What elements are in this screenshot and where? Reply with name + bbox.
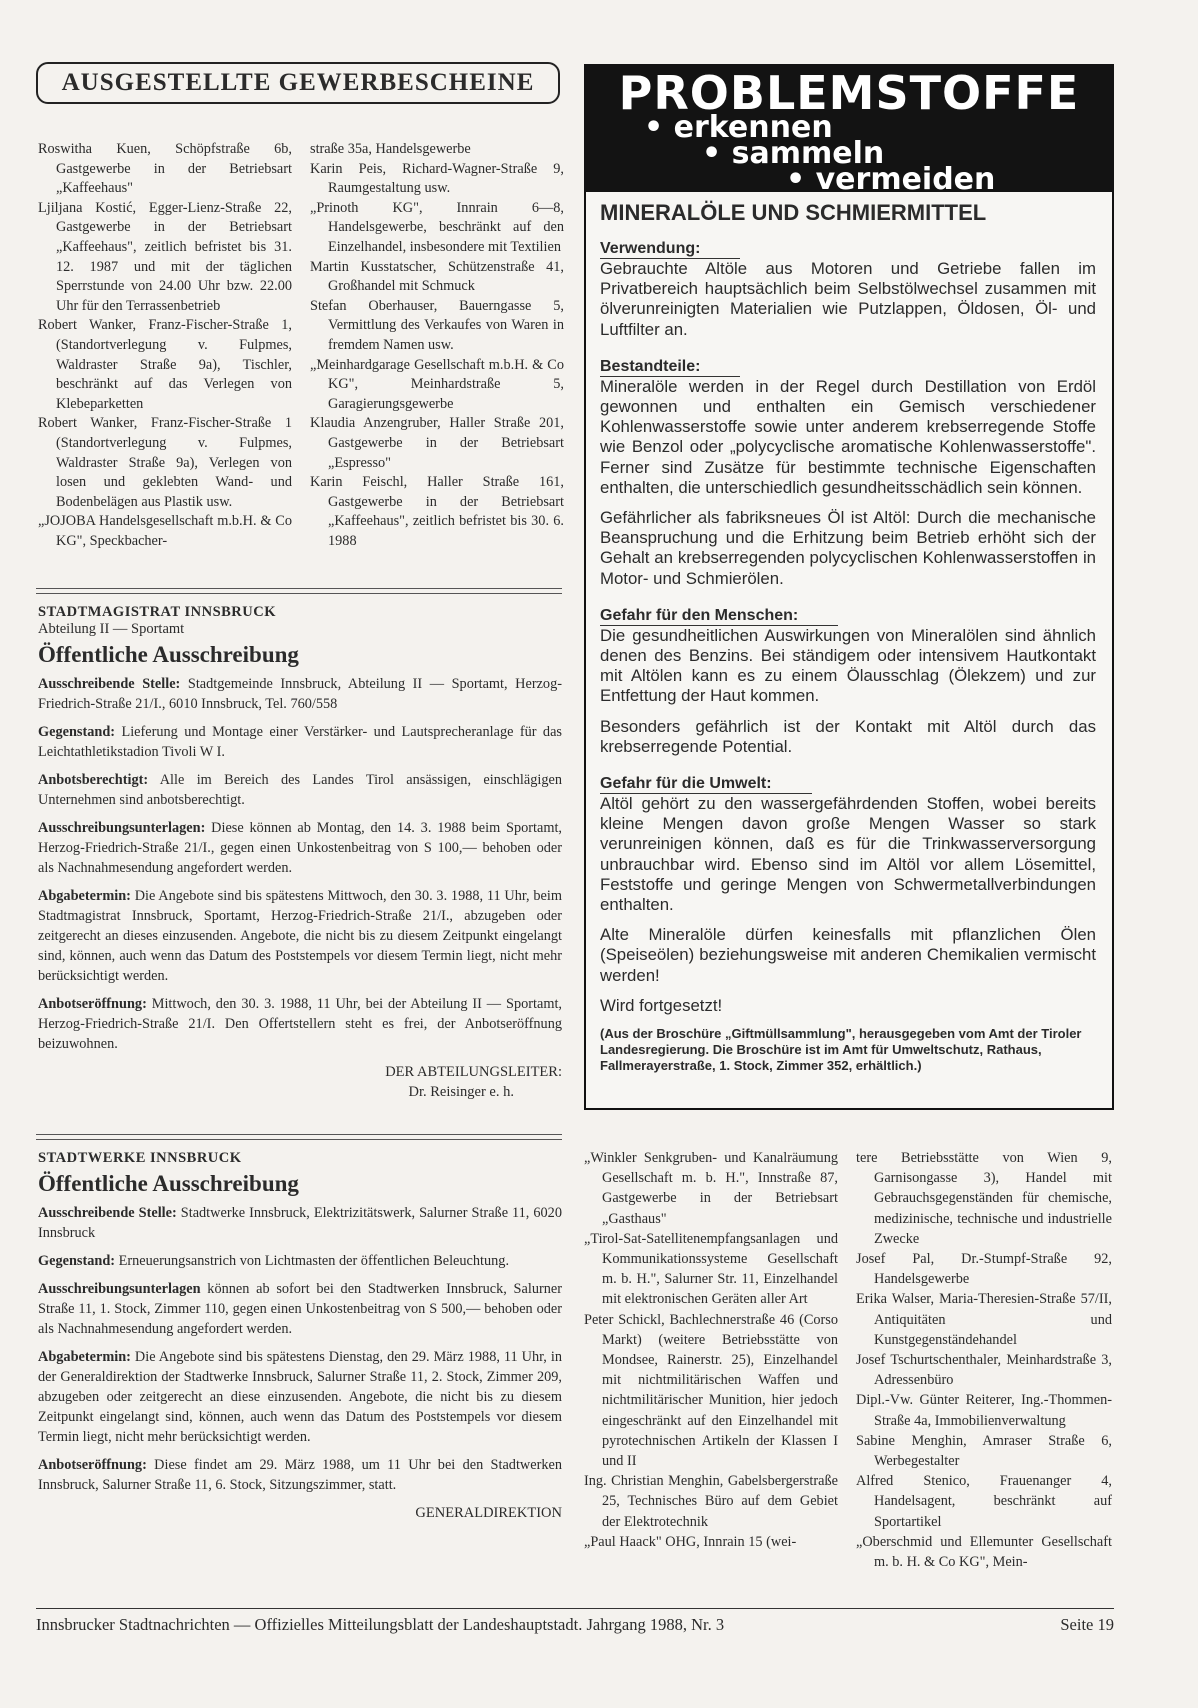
signature-title: DER ABTEILUNGSLEITER: xyxy=(385,1064,562,1080)
list-item: Josef Pal, Dr.-Stumpf-Straße 92, Handelsgewerbe xyxy=(856,1251,1112,1288)
para-label: Gegenstand: xyxy=(38,724,116,740)
list-item: Robert Wanker, Franz-Fischer-Straße 1 (Standortverlegung v. Fulpmes, Waldraster Straße 9a), Verlegen von losen und geklebten Wand- und Bodenbelägen aus Plastik usw. xyxy=(38,415,292,510)
paragraph xyxy=(38,1251,562,1271)
list-item: Karin Peis, Richard-Wagner-Straße 9, Raumgestaltung usw. xyxy=(310,160,564,197)
gewerbe-column-4 xyxy=(856,1148,1112,1572)
paragraph: Alte Mineralöle dürfen keinesfalls mit pflanzlichen Ölen (Speiseölen) beziehungsweise mit anderen Chemikalien vermischt werden! xyxy=(600,925,1096,985)
paragraph xyxy=(38,674,562,714)
page-footer xyxy=(36,1608,1114,1635)
department-title: STADTMAGISTRAT INNSBRUCK xyxy=(38,604,277,620)
stadtmagistrat-section xyxy=(38,604,562,1102)
para-text: Stadtgemeinde Innsbruck, Abteilung II — Sportamt, Herzog-Friedrich-Straße 21/I., 6010 Innsbruck, Tel. 760/558 xyxy=(38,676,562,712)
list-item: „Meinhardgarage Gesellschaft m.b.H. & Co KG", Meinhardstraße 5, Garagierungsgewerbe xyxy=(310,356,564,412)
subtitle: MINERALÖLE UND SCHMIERMITTEL xyxy=(600,200,987,225)
paragraph xyxy=(38,886,562,986)
paragraph xyxy=(38,994,562,1054)
label-gefahr-umwelt: Gefahr für die Umwelt: xyxy=(600,775,812,794)
gewerbe-column-3 xyxy=(584,1148,838,1552)
list-item: Dipl.-Vw. Günter Reiterer, Ing.-Thommen-Straße 4a, Immobilienverwaltung xyxy=(856,1392,1112,1429)
signature-title: GENERALDIREKTION xyxy=(415,1505,562,1521)
paragraph xyxy=(38,770,562,810)
list-item: tere Betriebsstätte von Wien 9, Garnisongasse 3), Handel mit Gebrauchsgegenständen für chemische, medizinische, technische und industrielle Zwecke xyxy=(856,1150,1112,1247)
list-item: Erika Walser, Maria-Theresien-Straße 57/II, Antiquitäten und Kunstgegenständehandel xyxy=(856,1291,1112,1348)
signature-name: Dr. Reisinger e. h. xyxy=(408,1084,514,1100)
list-item: Josef Tschurtschenthaler, Meinhardstraße 3, Adressenbüro xyxy=(856,1352,1112,1389)
list-item: Karin Feischl, Haller Straße 161, Gastgewerbe in der Betriebsart „Kaffeehaus", zeitlich befristet bis 30. 6. 1988 xyxy=(310,474,564,549)
paragraph xyxy=(38,1203,562,1243)
para-label: Ausschreibungsunterlagen: xyxy=(38,820,206,836)
para-text: Alle im Bereich des Landes Tirol ansässigen, einschlägigen Unternehmen sind anbotsberechtigt. xyxy=(38,772,562,808)
gewerbe-column-1 xyxy=(38,140,292,551)
para-text: Diese können ab Montag, den 14. 3. 1988 beim Sportamt, Herzog-Friedrich-Straße 21/I., gegen einen Unkostenbeitrag von S 100,— behoben oder als Nachnahmesendung angefordert werden. xyxy=(38,820,562,876)
paragraph xyxy=(38,1279,562,1339)
list-item: „Paul Haack" OHG, Innrain 15 (wei- xyxy=(584,1533,797,1550)
paragraph xyxy=(38,1347,562,1447)
list-item: Ing. Christian Menghin, Gabelsbergerstraße 25, Technisches Büro auf dem Gebiet der Elektrotechnik xyxy=(584,1473,838,1530)
para-text: Mittwoch, den 30. 3. 1988, 11 Uhr, bei der Abteilung II — Sportamt, Herzog-Friedrich-Straße 21/I. Den Offertstellern steht es frei, der Anbotseröffnung beizuwohnen. xyxy=(38,996,562,1052)
list-item: Ljiljana Kostić, Egger-Lienz-Straße 22, Gastgewerbe in der Betriebsart „Kaffeehaus", zeitlich befristet bis 31. 12. 1987 und mit der täglichen Sperrstunde von 24.00 Uhr bzw. 22.00 Uhr für den Terrassenbetrieb xyxy=(38,199,292,314)
para-text: Diese findet am 29. März 1988, um 11 Uhr bei den Stadtwerken Innsbruck, Salurner Straße 11, 6. Stock, Sitzungszimmer, statt. xyxy=(38,1457,562,1493)
list-item: „Oberschmid und Ellemunter Gesellschaft m. b. H. & Co KG", Mein- xyxy=(856,1533,1112,1571)
divider xyxy=(36,1134,562,1140)
para-label: Anbotseröffnung: xyxy=(38,996,147,1012)
problemstoffe-body xyxy=(600,200,1096,1074)
para-text: Erneuerungsanstrich von Lichtmasten der öffentlichen Beleuchtung. xyxy=(115,1253,510,1269)
gewerbe-column-2 xyxy=(310,140,564,551)
para-text: können ab sofort bei den Stadtwerken Innsbruck, Salurner Straße 11, 1. Stock, Zimmer 110, gegen einen Unkostenbeitrag von S 500,— behoben oder als Nachnahmesendung angefordert werden. xyxy=(38,1281,562,1337)
para-label: Ausschreibungsunterlagen xyxy=(38,1281,201,1297)
para-label: Abgabetermin: xyxy=(38,1349,131,1365)
page-number: Seite 19 xyxy=(1060,1615,1114,1634)
stadtwerke-section xyxy=(38,1150,562,1523)
slogan-vermeiden: • vermeiden xyxy=(786,162,996,197)
list-item: „Prinoth KG", Innrain 6—8, Handelsgewerbe, beschränkt auf den Einzelhandel, insbesondere mit Textilien xyxy=(310,199,564,255)
gewerbescheine-title: AUSGESTELLTE GEWERBESCHEINE xyxy=(36,62,560,104)
para-label: Ausschreibende Stelle: xyxy=(38,676,181,692)
list-item: Alfred Stenico, Frauenanger 4, Handelsagent, beschränkt auf Sportartikel xyxy=(856,1473,1112,1530)
para-label: Ausschreibende Stelle: xyxy=(38,1205,177,1221)
footer-publication: Innsbrucker Stadtnachrichten — Offizielles Mitteilungsblatt der Landeshauptstadt. Jahrgang 1988, Nr. 3 xyxy=(36,1615,725,1634)
department-title: STADTWERKE INNSBRUCK xyxy=(38,1150,242,1166)
paragraph xyxy=(38,722,562,762)
para-label: Anbotsberechtigt: xyxy=(38,772,149,788)
paragraph: Besonders gefährlich ist der Kontakt mit Altöl durch das krebserregende Potential. xyxy=(600,716,1096,756)
paragraph: Mineralöle werden in der Regel durch Destillation von Erdöl gewonnen und enthalten ein Gemisch verschiedener Kohlenwasserstoffe sowie unter anderem krebserregende Stoffe wie Benzol oder „polycyclische aromatische Kohlenwasserstoffe". Ferner sind Zusätze für bestimmte technische Eigenschaften enthalten, die unterschiedlich gesundheitsschädlich sein können. xyxy=(600,376,1096,497)
list-item: Martin Kusstatscher, Schützenstraße 41, Großhandel mit Schmuck xyxy=(310,258,564,295)
problemstoffe-header xyxy=(584,64,1114,197)
slogan-sammeln: • sammeln xyxy=(702,136,885,171)
paragraph: Die gesundheitlichen Auswirkungen von Mineralölen sind ähnlich denen des Benzins. Bei ständigem oder intensivem Hautkontakt mit Altölen kann es zu einem Ölausschlag (Ölekzem) und zur Entfettung der Haut kommen. xyxy=(600,625,1096,706)
label-gefahr-mensch: Gefahr für den Menschen: xyxy=(600,607,838,626)
section-heading: Öffentliche Ausschreibung xyxy=(38,1171,299,1196)
label-bestandteile: Bestandteile: xyxy=(600,358,740,377)
source-note: (Aus der Broschüre „Giftmüllsammlung", herausgegeben vom Amt der Tiroler Landesregierung. Die Broschüre ist im Amt für Umweltschutz, Rathaus, Fallmerayerstraße, 1. Stock, Zimmer 352, erhältlich.) xyxy=(600,1026,1082,1074)
divider xyxy=(36,588,562,594)
list-item: Sabine Menghin, Amraser Straße 6, Werbegestalter xyxy=(856,1432,1112,1470)
list-item: Klaudia Anzengruber, Haller Straße 201, Gastgewerbe in der Betriebsart „Espresso" xyxy=(310,415,564,471)
paragraph: Gefährlicher als fabriksneues Öl ist Altöl: Durch die mechanische Beanspruchung und die Erhitzung beim Betrieb erhöht sich der Gehalt an krebserregenden polycyclischen Kohlenwasserstoffen in Motor- und Schmierölen. xyxy=(600,508,1096,588)
section-heading: Öffentliche Ausschreibung xyxy=(38,642,299,667)
problemstoffe-title: PROBLEMSTOFFE xyxy=(618,66,1080,120)
list-item: Roswitha Kuen, Schöpfstraße 6b, Gastgewerbe in der Betriebsart „Kaffeehaus" xyxy=(38,141,292,197)
paragraph xyxy=(38,818,562,878)
para-label: Gegenstand: xyxy=(38,1253,116,1269)
list-item: Stefan Oberhauser, Bauerngasse 5, Vermittlung des Verkaufes von Waren in fremdem Namen usw. xyxy=(310,297,564,353)
para-label: Abgabetermin: xyxy=(38,888,131,904)
list-item: Robert Wanker, Franz-Fischer-Straße 1, (Standortverlegung v. Fulpmes, Waldraster Straße 9a), Tischler, beschränkt auf das Verlegen von Klebeparketten xyxy=(38,317,292,412)
para-text: Lieferung und Montage einer Verstärker- und Lautsprecheranlage für das Leichtathletikstadion Tivoli W I. xyxy=(38,724,562,760)
department-subtitle: Abteilung II — Sportamt xyxy=(38,621,185,637)
para-text: Stadtwerke Innsbruck, Elektrizitätswerk, Salurner Straße 11, 6020 Innsbruck xyxy=(38,1205,562,1241)
list-item: „Tirol-Sat-Satellitenempfangsanlagen und Kommunikationssysteme Gesellschaft m. b. H.", Salurner Str. 11, Einzelhandel mit elektronischen Geräten aller Art xyxy=(584,1230,838,1308)
list-item: straße 35a, Handelsgewerbe xyxy=(310,141,471,157)
list-item: „Winkler Senkgruben- und Kanalräumung Gesellschaft m. b. H.", Innstraße 87, Gastgewerbe in der Betriebsart „Gasthaus" xyxy=(584,1150,838,1227)
continued-note: Wird fortgesetzt! xyxy=(600,995,723,1015)
paragraph: Altöl gehört zu den wassergefährdenden Stoffen, wobei bereits kleine Mengen davon große Mengen Wasser so stark verunreinigen können, daß es für die Trinkwasserversorgung unbrauchbar wird. Ebenso sind im Altöl vor allem Lösemittel, Feststoffe und geringe Mengen von Schwermetallverbindungen enthalten. xyxy=(600,794,1096,915)
para-text: Die Angebote sind bis spätestens Mittwoch, den 30. 3. 1988, 11 Uhr, beim Stadtmagistrat Innsbruck, Sportamt, Herzog-Friedrich-Straße 21/I., abzugeben oder zeitgerecht an dieses einzusenden. Angebote, die nicht bis zu diesem Zeitpunkt eingelangt sind, können, auch wenn das Datum des Poststempels vor diesem Termin liegt, nicht mehr berücksichtigt werden. xyxy=(38,888,562,984)
slogan-erkennen: • erkennen xyxy=(644,110,833,145)
list-item: „JOJOBA Handelsgesellschaft m.b.H. & Co KG", Speckbacher- xyxy=(38,513,292,549)
para-label: Anbotseröffnung: xyxy=(38,1457,147,1473)
paragraph: Gebrauchte Altöle aus Motoren und Getriebe fallen im Privatbereich hauptsächlich beim Selbstölwechsel zusammen mit ölverunreinigten Materialien wie Putzlappen, Öldosen, Öl- und Luftfilter an. xyxy=(600,259,1096,339)
list-item: Peter Schickl, Bachlechnerstraße 46 (Corso Markt) (weitere Betriebsstätte von Mondsee, Rainerstr. 25), Einzelhandel mit nichtmilitärischen Waffen und nichtmilitärischer Munition, hier jedoch eingeschränkt auf den Einzelhandel mit pyrotechnischen Artikeln der Klassen I und II xyxy=(584,1311,838,1470)
label-verwendung: Verwendung: xyxy=(600,240,740,259)
para-text: Die Angebote sind bis spätestens Dienstag, den 29. März 1988, 11 Uhr, in der Generaldirektion der Stadtwerke Innsbruck, Salurner Straße 11, 2. Stock, Zimmer 209, abzugeben oder zeitgerecht an diese einzusenden. Angebote, die nicht bis zu diesem Zeitpunkt eingelangt sind, können, auch wenn das Datum des Poststempels vor diesem Termin liegt, nicht mehr berücksichtigt werden. xyxy=(38,1349,562,1445)
paragraph xyxy=(38,1455,562,1495)
